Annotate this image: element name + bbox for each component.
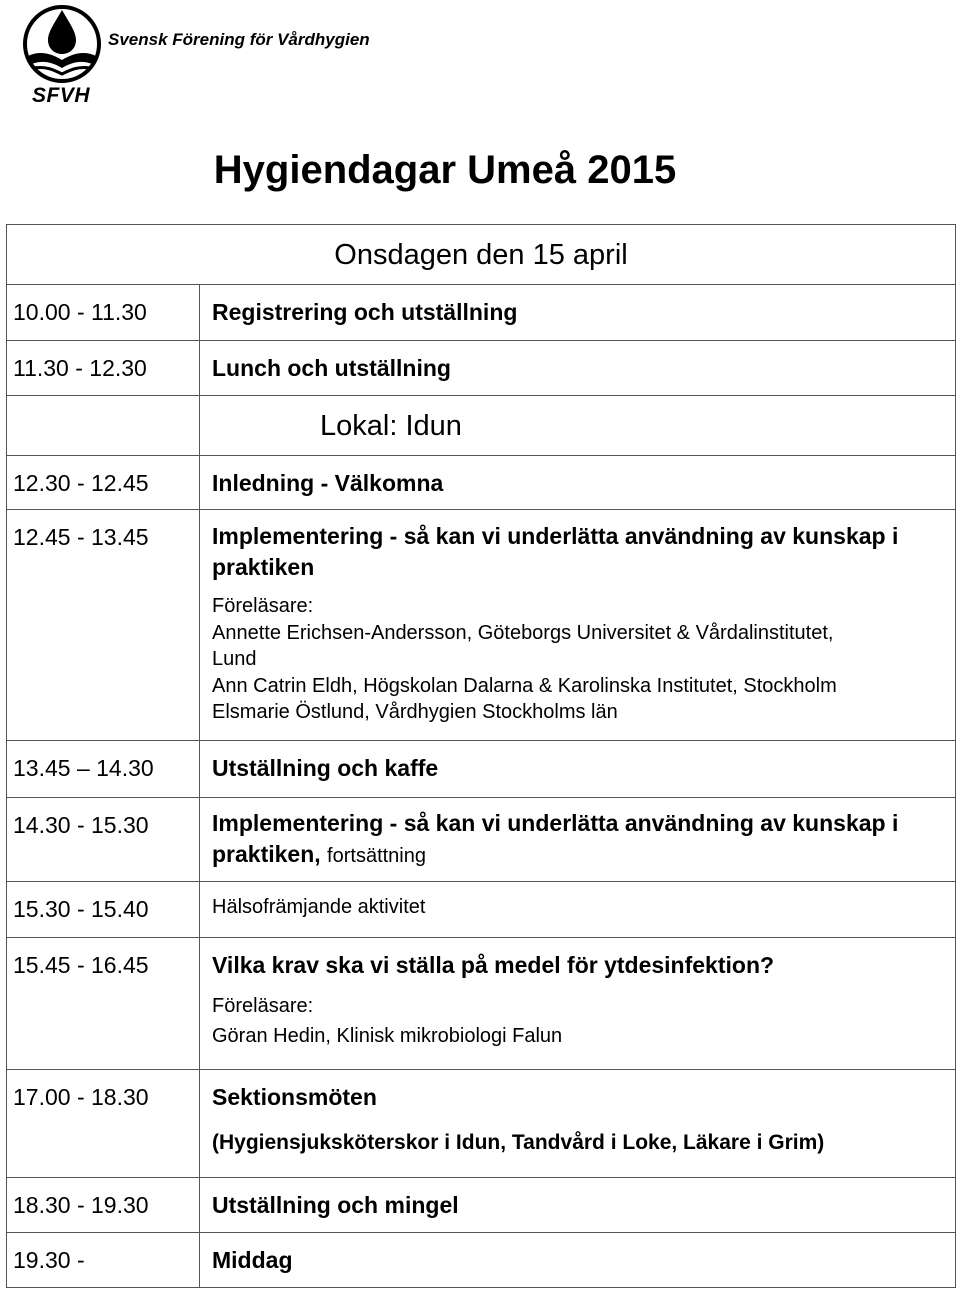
- session-cell: [200, 510, 956, 741]
- table-row: [7, 456, 956, 510]
- speaker-line: Lund: [212, 648, 257, 670]
- table-row: [7, 1070, 956, 1178]
- table-row: [7, 510, 956, 741]
- org-abbreviation: SFVH: [32, 84, 91, 107]
- time-cell: 12.45 - 13.45: [7, 510, 200, 741]
- speaker-list: [212, 593, 955, 726]
- speaker-label: Föreläsare:: [212, 995, 314, 1017]
- table-row: [7, 798, 956, 882]
- table-row: [7, 285, 956, 341]
- session-title: Vilka krav ska vi ställa på medel för ytdesinfektion?: [212, 952, 775, 978]
- table-row: [7, 938, 956, 1070]
- session-title: Registrering och utställning: [200, 285, 956, 341]
- time-cell: 12.30 - 12.45: [7, 456, 200, 510]
- session-title: Middag: [200, 1233, 956, 1288]
- session-detail: (Hygiensjuksköterskor i Idun, Tandvård i Loke, Läkare i Grim): [212, 1131, 825, 1154]
- speaker-line: Annette Erichsen-Andersson, Göteborgs Universitet & Vårdalinstitutet,: [212, 621, 834, 644]
- table-row: [7, 341, 956, 396]
- session-cell: [200, 938, 956, 1070]
- table-row: [7, 1178, 956, 1233]
- speaker-line: Elsmarie Östlund, Vårdhygien Stockholms län: [212, 701, 618, 723]
- time-cell: 15.30 - 15.40: [7, 882, 200, 938]
- schedule-table: [6, 224, 956, 1288]
- session-title: Hälsofrämjande aktivitet: [200, 882, 956, 938]
- time-cell: 11.30 - 12.30: [7, 341, 200, 396]
- sfvh-logo: [18, 4, 418, 108]
- speaker-line: Göran Hedin, Klinisk mikrobiologi Falun: [212, 1025, 563, 1047]
- page-title: Hygiendagar Umeå 2015: [213, 148, 677, 192]
- time-cell: 15.45 - 16.45: [7, 938, 200, 1070]
- session-title: Utställning och kaffe: [200, 741, 956, 798]
- table-row: [7, 741, 956, 798]
- speaker-label: Föreläsare:: [212, 595, 314, 617]
- session-title: Lunch och utställning: [200, 341, 956, 396]
- venue-heading: Lokal: Idun: [200, 396, 956, 456]
- time-cell: 10.00 - 11.30: [7, 285, 200, 341]
- time-cell: 13.45 – 14.30: [7, 741, 200, 798]
- table-row: [7, 1233, 956, 1288]
- table-row: [7, 882, 956, 938]
- speaker-list: [212, 991, 955, 1051]
- session-title: Implementering - så kan vi underlätta användning av kunskap i praktiken,: [212, 810, 899, 867]
- session-note: fortsättning: [327, 845, 426, 867]
- org-name: Svensk Förening för Vårdhygien: [108, 30, 370, 49]
- time-cell: 18.30 - 19.30: [7, 1178, 200, 1233]
- time-cell: 17.00 - 18.30: [7, 1070, 200, 1178]
- time-cell: 14.30 - 15.30: [7, 798, 200, 882]
- venue-heading-row: [7, 396, 956, 456]
- day-heading-row: [7, 225, 956, 285]
- session-title: Utställning och mingel: [200, 1178, 956, 1233]
- session-title: Sektionsmöten: [212, 1084, 377, 1110]
- empty-cell: [7, 396, 200, 456]
- speaker-line: Ann Catrin Eldh, Högskolan Dalarna & Karolinska Institutet, Stockholm: [212, 674, 837, 697]
- session-cell: [200, 1070, 956, 1178]
- day-heading: Onsdagen den 15 april: [7, 225, 956, 285]
- session-title: Inledning - Välkomna: [200, 456, 956, 510]
- time-cell: 19.30 -: [7, 1233, 200, 1288]
- hands-drop-icon: [18, 4, 108, 86]
- session-title: Implementering - så kan vi underlätta användning av kunskap i praktiken: [212, 523, 899, 580]
- session-cell: [200, 798, 956, 882]
